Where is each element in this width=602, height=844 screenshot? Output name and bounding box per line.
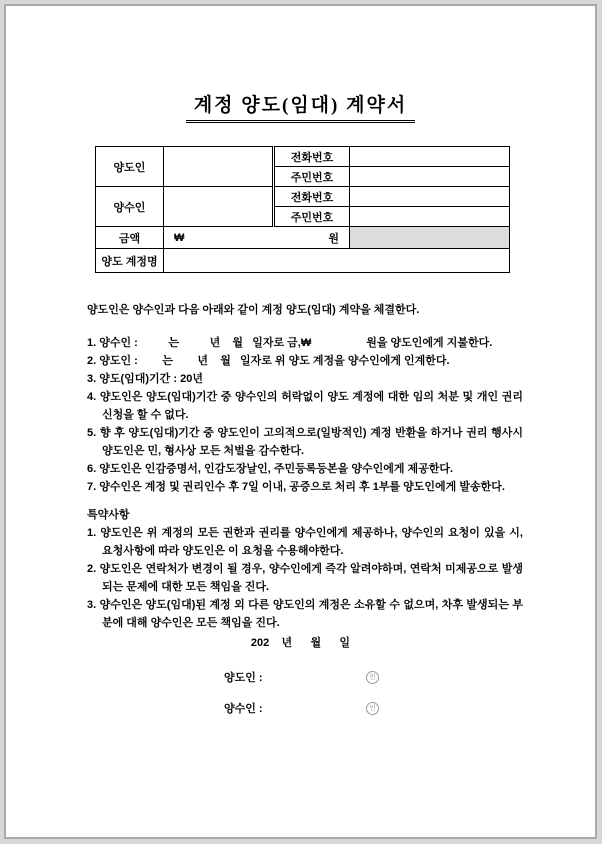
- contract-page: [4, 4, 597, 839]
- table-row: [96, 147, 510, 167]
- contract-date-line: 202 년 월 일: [250, 637, 351, 649]
- transferor-phone-cell: [350, 147, 510, 167]
- amount-label: 금액: [96, 227, 164, 249]
- transferor-resident-label: 주민번호: [274, 167, 350, 187]
- intro-paragraph: 양도인은 양수인과 다음 아래와 같이 계정 양도(임대) 계약을 체결한다.: [87, 304, 420, 316]
- special-terms-section: [87, 506, 523, 632]
- term-item-7: 7. 양수인은 계정 및 권리인수 후 7일 이내, 공증으로 처리 후 1부를 양도인에게 발송한다.: [87, 481, 505, 493]
- amount-cell: [164, 227, 350, 249]
- seal-icon: 인: [366, 702, 379, 715]
- transferor-phone-label: 전화번호: [274, 147, 350, 167]
- transferor-label: 양도인: [96, 147, 164, 187]
- parties-info-table: [95, 146, 510, 273]
- transferee-phone-cell: [350, 187, 510, 207]
- transferee-name-cell: [164, 187, 274, 227]
- document-title: 계정 양도(임대) 계약서: [186, 90, 415, 123]
- transferor-name-cell: [164, 147, 274, 187]
- account-name-label: 양도 계정명: [96, 249, 164, 273]
- special-terms-heading: 특약사항: [87, 509, 130, 521]
- term-item-4: 4. 양도인은 양도(임대)기간 중 양수인의 허락없이 양도 계정에 대한 임의 처분 및 개인 권리 신청을 할 수 없다.: [87, 391, 523, 421]
- term-item-3: 3. 양도(임대)기간 : 20년: [87, 373, 203, 385]
- seal-icon: 인: [366, 671, 379, 684]
- won-sign: ₩: [174, 231, 185, 244]
- special-item-3: 3. 양수인은 양도(임대)된 계정 외 다른 양도인의 계정은 소유할 수 없으며, 차후 발생되는 부분에 대해 양수인은 모든 책임을 진다.: [87, 599, 523, 629]
- title-block: [6, 90, 595, 123]
- transferee-resident-label: 주민번호: [274, 207, 350, 227]
- transferor-resident-cell: [350, 167, 510, 187]
- amount-gray-cell: [350, 227, 510, 249]
- special-item-1: 1. 양도인은 위 계정의 모든 권한과 권리를 양수인에게 제공하나, 양수인의 요청이 있을 시, 요청사항에 따라 양도인은 이 요청을 수용해야한다.: [87, 527, 523, 557]
- transferee-signature-label: 양수인 :: [224, 703, 263, 715]
- special-item-2: 2. 양도인은 연락처가 변경이 될 경우, 양수인에게 즉각 알려야하며, 연락처 미제공으로 발생되는 문제에 대한 모든 책임을 진다.: [87, 563, 523, 593]
- term-item-5: 5. 향 후 양도(임대)기간 중 양도인이 고의적으로(일방적인) 계정 반환을 하거나 권리 행사시 양도인은 민, 형사상 모든 처벌을 감수한다.: [87, 427, 523, 457]
- table-row: [96, 249, 510, 273]
- term-item-1: 1. 양수인 : 는 년 월 일자로 금,₩ 원을 양도인에게 지불한다.: [87, 337, 493, 349]
- transferee-label: 양수인: [96, 187, 164, 227]
- transferee-phone-label: 전화번호: [274, 187, 350, 207]
- transferee-resident-cell: [350, 207, 510, 227]
- term-item-2: 2. 양도인 : 는 년 월 일자로 위 양도 계정을 양수인에게 인계한다.: [87, 355, 450, 367]
- table-row: [96, 187, 510, 207]
- transferor-signature-label: 양도인 :: [224, 672, 263, 684]
- transferee-signature-row: [224, 702, 464, 716]
- account-name-cell: [164, 249, 510, 273]
- term-item-6: 6. 양도인은 인감증명서, 인감도장날인, 주민등록등본을 양수인에게 제공한다.: [87, 463, 454, 475]
- terms-list: [87, 334, 523, 496]
- won-suffix: 원: [328, 232, 339, 245]
- table-row: [96, 227, 510, 249]
- transferor-signature-row: [224, 671, 464, 685]
